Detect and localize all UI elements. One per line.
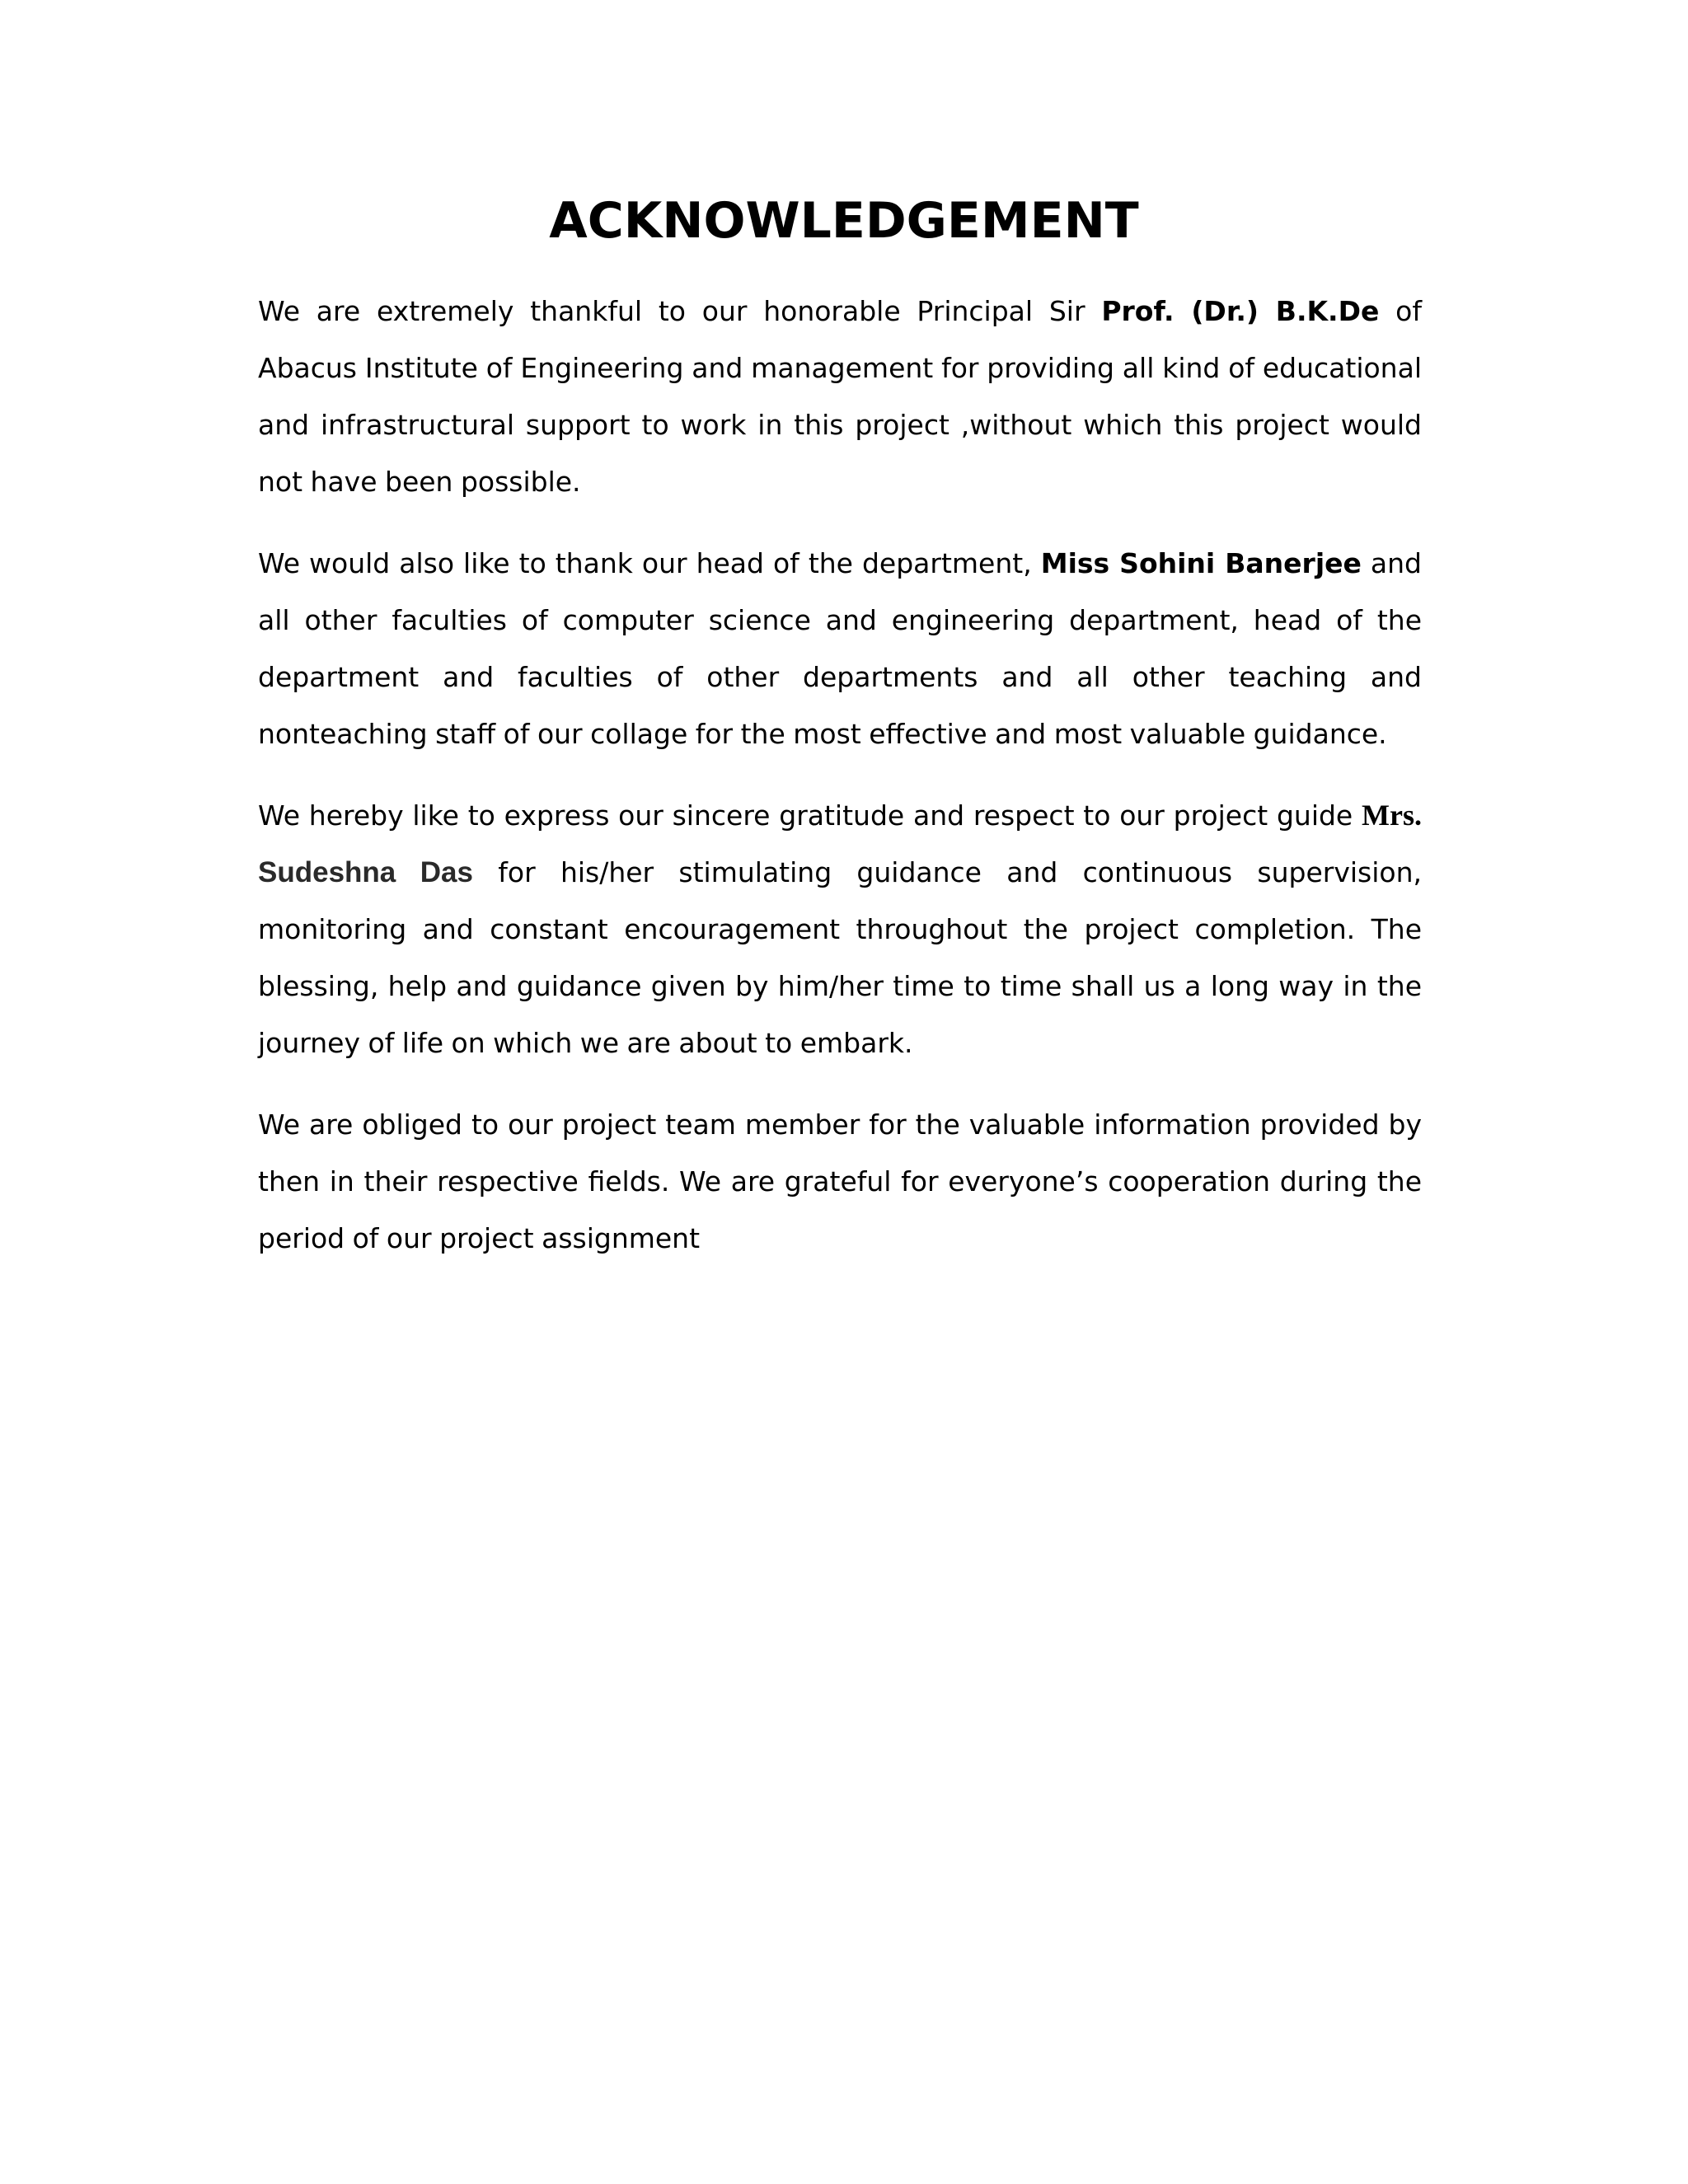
page-title: ACKNOWLEDGEMENT (549, 192, 1139, 250)
paragraph-text: of Abacus Institute of Engineering and management for providing all kind of educational and infrastructural support to work in this project ,without which this project would not have been possible. (258, 295, 1422, 498)
paragraph-text: We are obliged to our project team member for the valuable information provided by then in their respective fields. We are grateful for everyone’s cooperation during the period of our project assignment (258, 1108, 1422, 1254)
paragraph-guide-thanks (258, 787, 1422, 1071)
paragraph-text: We would also like to thank our head of the department, (258, 547, 1041, 579)
principal-name: Prof. (Dr.) B.K.De (1101, 295, 1380, 327)
paragraph-text: for his/her stimulating guidance and continuous supervision, monitoring and constant encouragement throughout the project completion. The blessing, help and guidance given by him/her time to time shall us a long way in the journey of life on which we are about to embark. (258, 856, 1422, 1059)
paragraph-team-thanks (258, 1096, 1422, 1267)
paragraph-principal-thanks (258, 283, 1422, 510)
guide-name: Sudeshna Das (258, 856, 473, 888)
paragraph-text: and all other faculties of computer science and engineering department, head of the department and faculties of other departments and all other teaching and nonteaching staff of our collage for the most effective and most valuable guidance. (258, 547, 1423, 750)
paragraph-text: We hereby like to express our sincere gratitude and respect to our project guide (258, 799, 1362, 832)
hod-name: Miss Sohini Banerjee (1040, 547, 1362, 579)
guide-title: Mrs. (1362, 799, 1422, 832)
paragraph-text: We are extremely thankful to our honorable Principal Sir (258, 295, 1102, 327)
paragraph-hod-thanks (258, 535, 1422, 762)
document-body (258, 283, 1422, 1291)
